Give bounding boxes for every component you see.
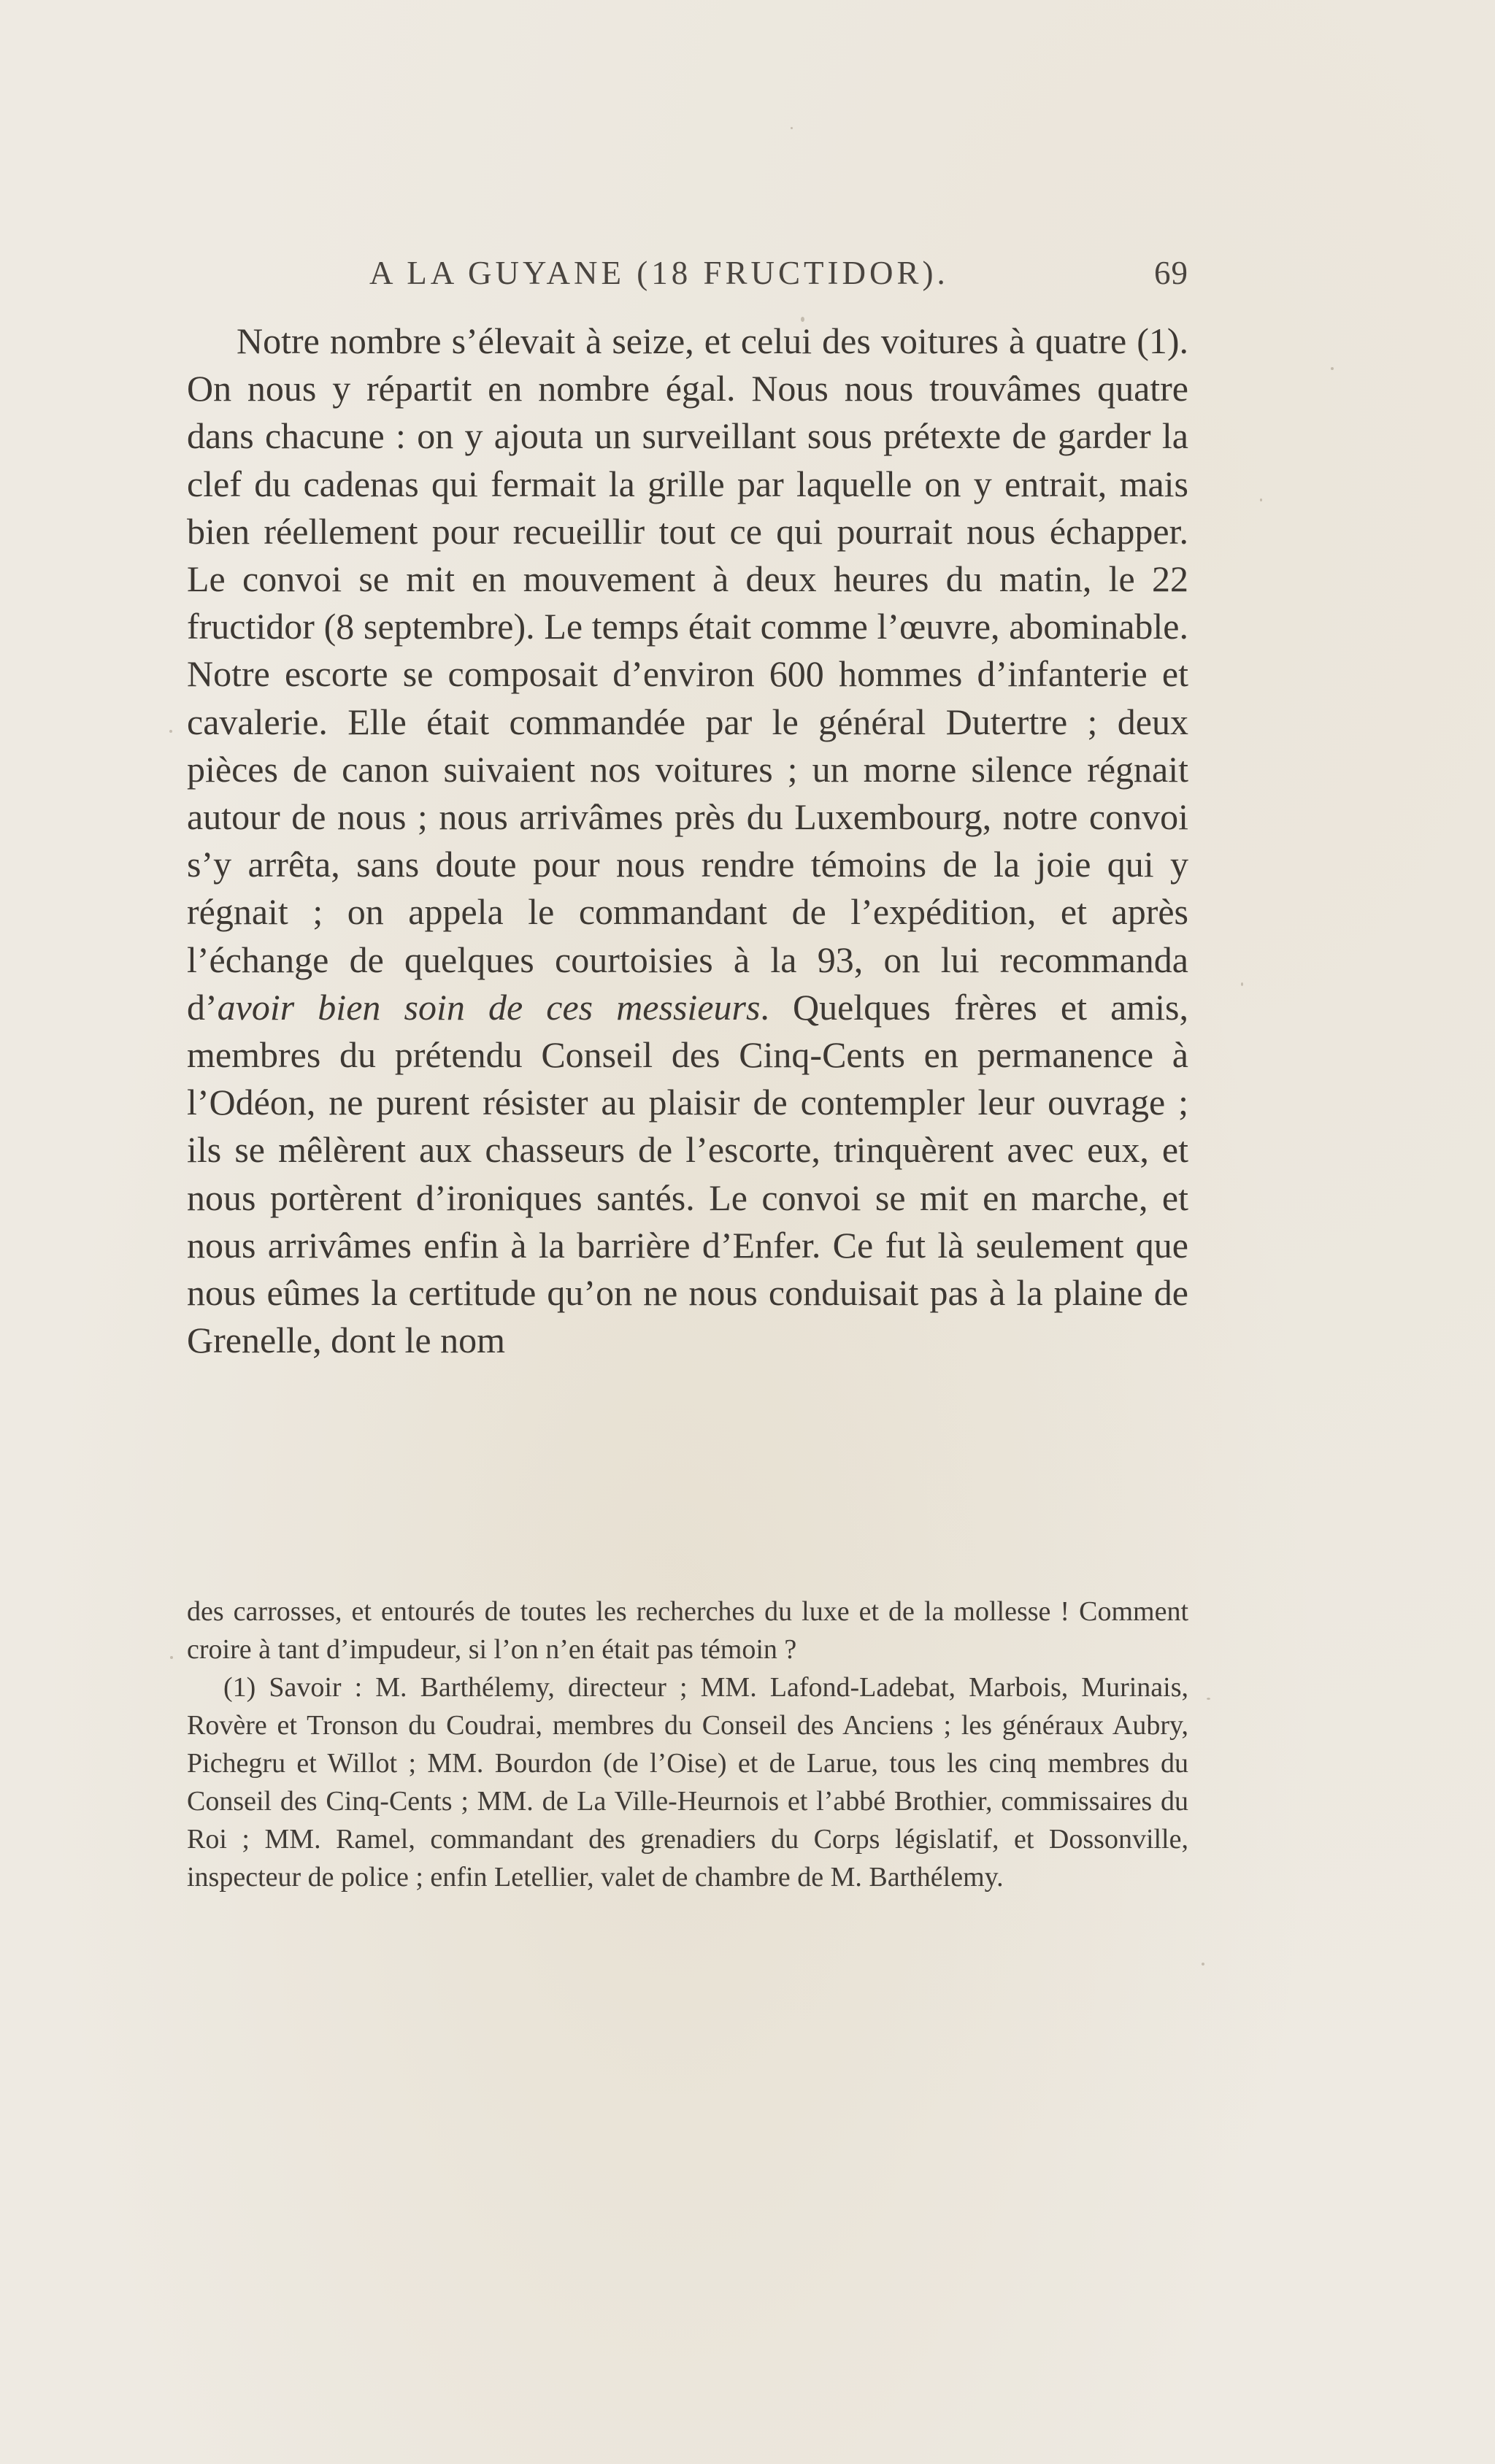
paper-speck [1202,1963,1204,1966]
running-title: A LA GUYANE (18 FRUCTIDOR). [369,255,949,291]
body-italic-phrase: avoir bien soin de ces messieurs [217,986,761,1028]
footnote-1: (1) Savoir : M. Barthélemy, directeur ; MM. Lafond-Ladebat, Marbois, Murinais, Rovère et Tronson du Coudrai, membres du Conseil des Anciens ; les généraux Aubry, Pichegru et Willot ; MM. Bourdon (de l’Oise) et de Larue, tous les cinq membres du Conseil des Cinq-Cents ; MM. de La Ville-Heurnois et l’abbé Brothier, commissaires du Roi ; MM. Ramel, commandant des grenadiers du Corps législatif, et Dossonville, inspecteur de police ; enfin Letellier, valet de chambre de M. Barthélemy. [187,1672,1188,1893]
paper-speck [1260,498,1262,501]
main-text [187,317,1188,1364]
paper-speck [1180,1241,1183,1244]
footnote-continuation: des carrosses, et entourés de toutes les recherches du luxe et de la mollesse ! Comment croire à tant d’impudeur, si l’on n’en était pas témoin ? [187,1596,1188,1665]
paper-speck [791,127,793,129]
paper-speck [1207,1698,1210,1700]
paper-speck [170,1656,173,1659]
body-text-before-italic: Notre nombre s’élevait à seize, et celui des voitures à quatre (1). On nous y répartit en nombre égal. Nous nous trouvâmes quatre dans chacune : on y ajouta un surveillant sous prétexte de garder la clef du cadenas qui fermait la grille par laquelle on y entrait, mais bien réellement pour recueillir tout ce qui pourrait nous échapper. Le convoi se mit en mouvement à deux heures du matin, le 22 fructidor (8 septembre). Le temps était comme l’œuvre, abominable. Notre escorte se composait d’environ 600 hommes d’infanterie et cavalerie. Elle était commandée par le général Dutertre ; deux pièces de canon suivaient nos voitures ; un morne silence régnait autour de nous ; nous arrivâmes près du Luxembourg, notre convoi s’y arrêta, sans doute pour nous rendre témoins de la joie qui y régnait ; on appela le commandant de l’expédition, et après l’échange de quelques courtoisies à la 93, on lui recommanda d’ [187,320,1188,1028]
paper-speck [801,317,804,322]
paper-speck [1241,982,1243,986]
paper-speck [169,730,172,733]
running-head [187,254,1188,298]
body-paragraph [187,317,1188,1364]
paper-speck [1331,367,1334,370]
footnotes [187,1593,1188,1896]
page-number: 69 [1154,255,1188,291]
body-text-after-italic: . Quelques frères et amis, membres du prétendu Conseil des Cinq-Cents en permanence à l’Odéon, ne purent résister au plaisir de contempler leur ouvrage ; ils se mêlèrent aux chasseurs de l’escorte, trinquèrent avec eux, et nous portèrent d’ironiques santés. Le convoi se mit en marche, et nous arrivâmes enfin à la barrière d’Enfer. Ce fut là seulement que nous eûmes la certitude qu’on ne nous conduisait pas à la plaine de Grenelle, dont le nom [187,986,1188,1361]
